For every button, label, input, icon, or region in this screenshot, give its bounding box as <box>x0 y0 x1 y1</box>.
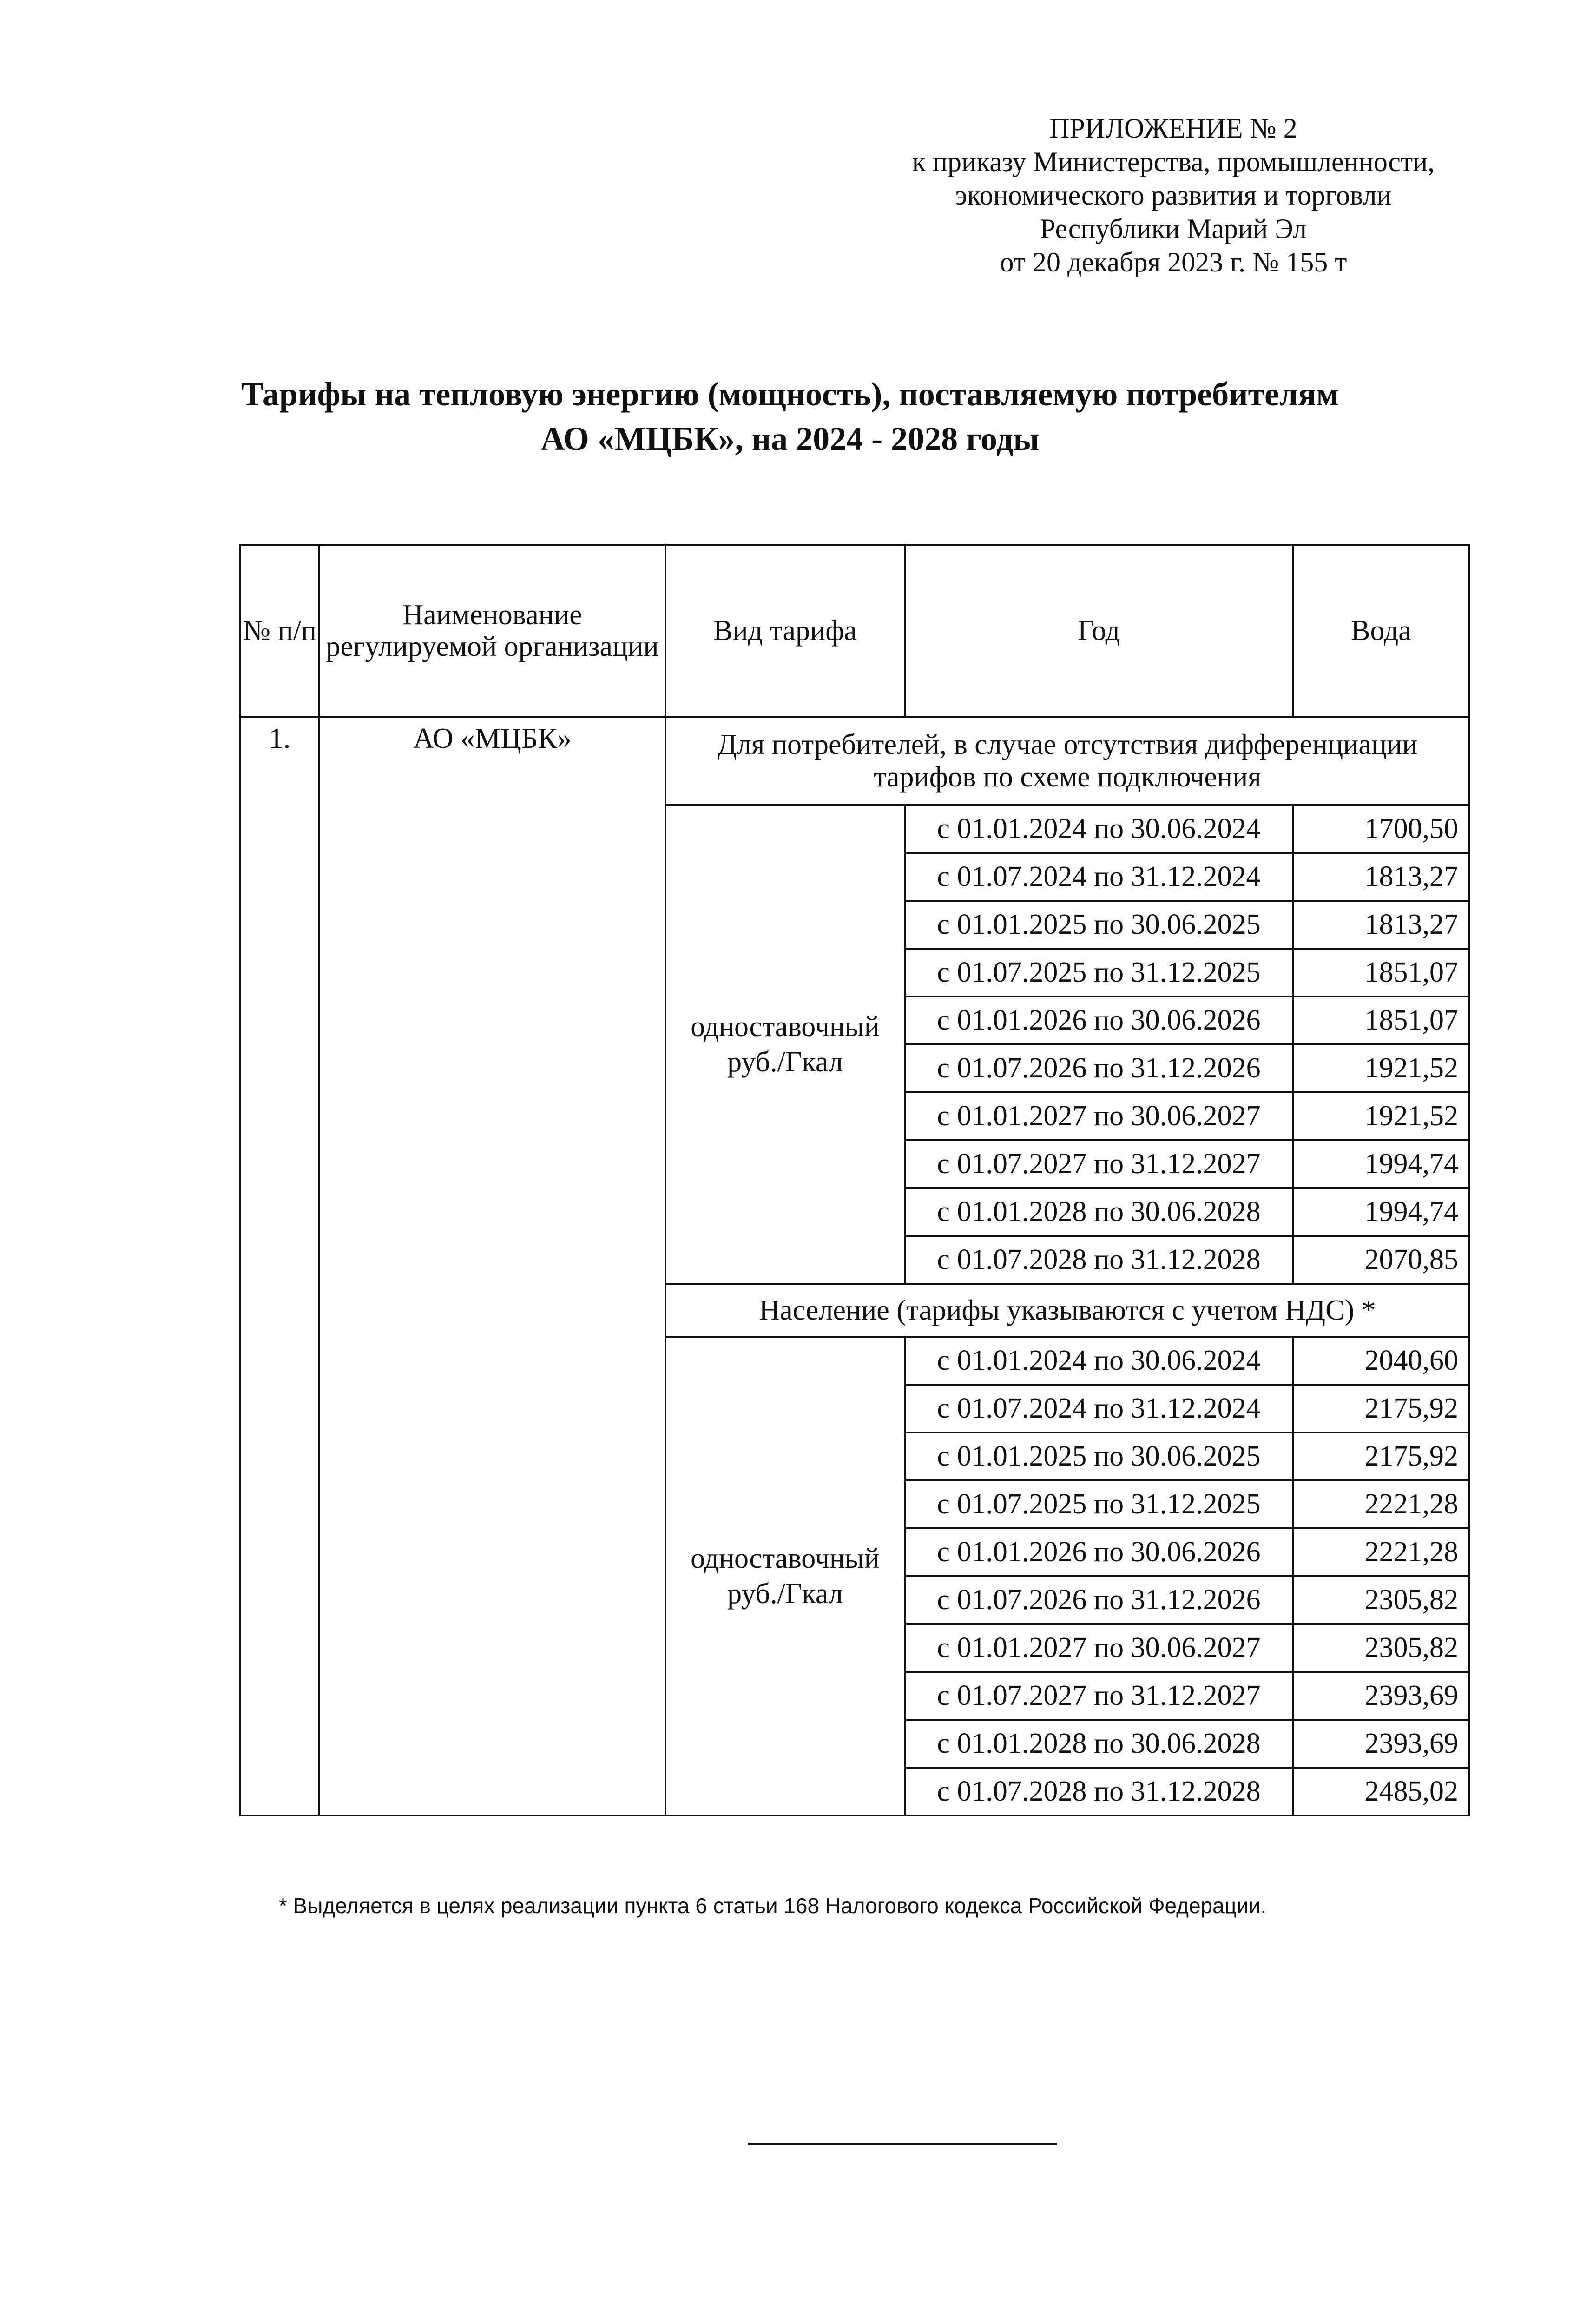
period-cell: с 01.07.2026 по 31.12.2026 <box>905 1044 1293 1092</box>
header-year: Год <box>905 545 1293 717</box>
period-cell: с 01.07.2026 по 31.12.2026 <box>905 1576 1293 1624</box>
tariffs-table <box>239 544 1470 1816</box>
document-title-line-2: АО «МЦБК», на 2024 - 2028 годы <box>540 420 1040 457</box>
end-divider-line <box>748 2143 1057 2145</box>
water-tariff-value: 1851,07 <box>1293 949 1469 997</box>
appendix-title: ПРИЛОЖЕНИЕ № 2 <box>1049 113 1297 144</box>
appendix-ministry-line: экономического развития и торговли <box>955 180 1392 211</box>
period-cell: с 01.07.2024 по 31.12.2024 <box>905 853 1293 901</box>
water-tariff-value: 1851,07 <box>1293 997 1469 1044</box>
water-tariff-value: 2070,85 <box>1293 1236 1469 1284</box>
document-title <box>139 372 1441 461</box>
group-title: Население (тарифы указываются с учетом НДС) * <box>665 1284 1469 1337</box>
water-tariff-value: 1813,27 <box>1293 901 1469 949</box>
appendix-order-line: к приказу Министерства, промышленности, <box>912 146 1435 177</box>
tariff-type: одноставочный руб./Гкал <box>665 805 905 1284</box>
water-tariff-value: 2175,92 <box>1293 1385 1469 1433</box>
header-number: № п/п <box>240 545 319 717</box>
appendix-date-line: от 20 декабря 2023 г. № 155 т <box>1000 247 1347 277</box>
period-cell: с 01.01.2028 по 30.06.2028 <box>905 1188 1293 1236</box>
appendix-republic-line: Республики Марий Эл <box>1040 213 1307 244</box>
water-tariff-value: 2485,02 <box>1293 1768 1469 1816</box>
period-cell: с 01.01.2025 по 30.06.2025 <box>905 1433 1293 1480</box>
water-tariff-value: 2393,69 <box>1293 1672 1469 1720</box>
period-cell: с 01.07.2028 по 31.12.2028 <box>905 1768 1293 1816</box>
water-tariff-value: 1921,52 <box>1293 1092 1469 1140</box>
period-cell: с 01.01.2027 по 30.06.2027 <box>905 1624 1293 1672</box>
period-cell: с 01.07.2025 по 31.12.2025 <box>905 949 1293 997</box>
tariff-type: одноставочный руб./Гкал <box>665 1337 905 1816</box>
water-tariff-value: 2175,92 <box>1293 1433 1469 1480</box>
period-cell: с 01.01.2024 по 30.06.2024 <box>905 805 1293 853</box>
water-tariff-value: 2221,28 <box>1293 1480 1469 1528</box>
period-cell: с 01.07.2027 по 31.12.2027 <box>905 1672 1293 1720</box>
water-tariff-value: 2305,82 <box>1293 1576 1469 1624</box>
header-organization: Наименование регулируемой организации <box>319 545 665 717</box>
footnote: * Выделяется в целях реализации пункта 6 статьи 168 Налогового кодекса Российской Федерации. <box>279 1894 1267 1918</box>
document-title-line-1: Тарифы на тепловую энергию (мощность), поставляемую потребителям <box>241 376 1339 413</box>
organization-name: АО «МЦБК» <box>319 717 665 1816</box>
period-cell: с 01.01.2027 по 30.06.2027 <box>905 1092 1293 1140</box>
tariffs-table-body <box>240 717 1469 1816</box>
period-cell: с 01.01.2026 по 30.06.2026 <box>905 1528 1293 1576</box>
water-tariff-value: 1921,52 <box>1293 1044 1469 1092</box>
row-number: 1. <box>240 717 319 1816</box>
period-cell: с 01.01.2028 по 30.06.2028 <box>905 1720 1293 1768</box>
water-tariff-value: 2305,82 <box>1293 1624 1469 1672</box>
period-cell: с 01.07.2027 по 31.12.2027 <box>905 1140 1293 1188</box>
period-cell: с 01.07.2028 по 31.12.2028 <box>905 1236 1293 1284</box>
appendix-header <box>860 112 1487 279</box>
period-cell: с 01.01.2025 по 30.06.2025 <box>905 901 1293 949</box>
period-cell: с 01.07.2024 по 31.12.2024 <box>905 1385 1293 1433</box>
water-tariff-value: 2040,60 <box>1293 1337 1469 1385</box>
water-tariff-value: 1813,27 <box>1293 853 1469 901</box>
water-tariff-value: 1700,50 <box>1293 805 1469 853</box>
water-tariff-value: 2393,69 <box>1293 1720 1469 1768</box>
header-tariff-type: Вид тарифа <box>665 545 905 717</box>
water-tariff-value: 1994,74 <box>1293 1140 1469 1188</box>
table-header-row <box>240 545 1469 717</box>
water-tariff-value: 1994,74 <box>1293 1188 1469 1236</box>
period-cell: с 01.07.2025 по 31.12.2025 <box>905 1480 1293 1528</box>
group-header-row <box>240 717 1469 805</box>
period-cell: с 01.01.2026 по 30.06.2026 <box>905 997 1293 1044</box>
group-title: Для потребителей, в случае отсутствия дифференциации тарифов по схеме подключения <box>665 717 1469 805</box>
header-water: Вода <box>1293 545 1469 717</box>
period-cell: с 01.01.2024 по 30.06.2024 <box>905 1337 1293 1385</box>
water-tariff-value: 2221,28 <box>1293 1528 1469 1576</box>
